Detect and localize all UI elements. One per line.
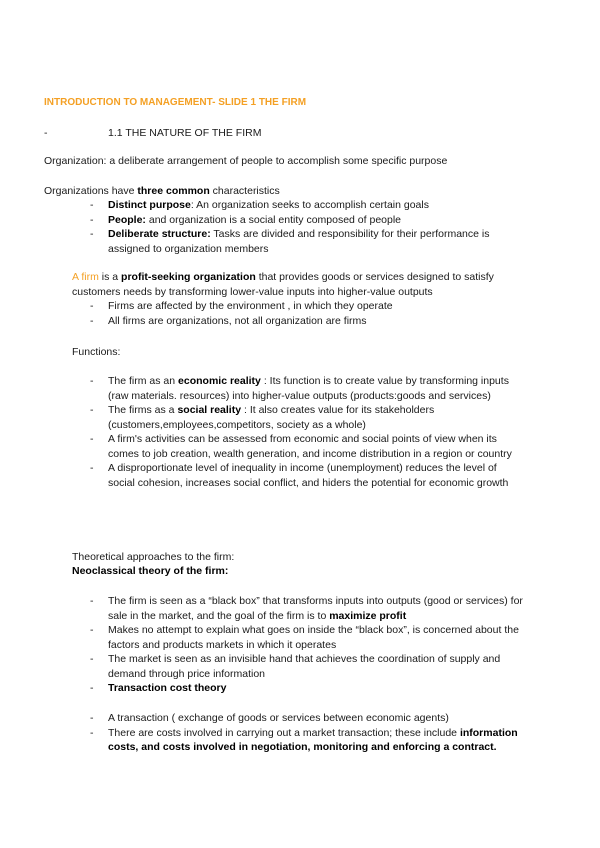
item-text: A firm's activities can be assessed from economic and social points of view when its comes to job creation, wealth generation, and income distribution in a region or country — [108, 433, 512, 460]
list-dash: - — [90, 375, 94, 387]
list-item — [90, 299, 526, 314]
item-text: The firm as an — [108, 375, 179, 387]
list-item — [90, 461, 526, 490]
list-item — [90, 711, 526, 726]
item-bold: Transaction cost theory — [108, 682, 227, 694]
list-dash: - — [90, 433, 94, 445]
transaction-list — [90, 711, 526, 755]
characteristics-list — [90, 198, 526, 256]
firm-text: is a — [98, 271, 122, 283]
document-title: INTRODUCTION TO MANAGEMENT- SLIDE 1 THE FIRM — [44, 97, 307, 108]
firm-bold: profit-seeking organization — [121, 271, 256, 283]
list-dash: - — [90, 213, 94, 226]
list-dash: - — [90, 199, 94, 211]
item-bold: economic reality — [178, 375, 261, 387]
item-text: Firms are affected by the environment , in which they operate — [108, 300, 393, 312]
list-item — [90, 432, 526, 461]
list-item — [90, 652, 526, 681]
item-text: The market is seen as an invisible hand that achieves the coordination of supply and demand through price information — [108, 653, 501, 680]
list-item — [90, 623, 526, 652]
item-bold: social reality — [177, 404, 242, 416]
characteristics-intro-text: Organizations have — [44, 185, 138, 197]
list-dash: - — [90, 228, 94, 240]
firm-definition — [72, 270, 532, 299]
item-text-end: : It also creates value for its stakeholders (customers,employees,competitors, society as a whole) — [108, 404, 435, 431]
item-text: There are costs involved in carrying out a market transaction; these include — [108, 726, 460, 739]
list-dash: - — [90, 712, 94, 724]
item-text: A disproportionate level of inequality in income (unemployment) reduces the level of social cohesion, increases social conflict, and hiders the potential for economic growth — [108, 462, 509, 489]
theory-list — [90, 594, 526, 696]
firm-list — [90, 299, 526, 328]
theory-heading: Theoretical approaches to the firm: — [72, 551, 235, 563]
organization-definition: Organization: a deliberate arrangement of people to accomplish some specific purpose — [44, 155, 448, 167]
functions-list — [90, 374, 526, 490]
characteristics-intro — [44, 184, 564, 199]
section-heading: 1.1 THE NATURE OF THE FIRM — [108, 127, 262, 139]
list-dash: - — [90, 624, 94, 636]
list-item — [90, 594, 526, 623]
section-dash: - — [44, 127, 48, 139]
item-text: Tasks are divided and responsibility for their performance is assigned to organization members — [108, 228, 490, 255]
item-text: : An organization seeks to accomplish certain goals — [190, 199, 429, 211]
list-dash: - — [90, 595, 94, 607]
list-dash: - — [90, 726, 94, 739]
item-bold: Deliberate structure: — [108, 228, 211, 240]
item-text-end: : Its function is to create value by transforming inputs (raw materials. resources) into higher-value outputs (products:goods and services) — [108, 375, 509, 402]
list-dash: - — [90, 300, 94, 312]
list-item — [90, 314, 526, 329]
list-item — [90, 198, 526, 213]
functions-heading: Functions: — [72, 346, 121, 358]
item-bold: People: — [108, 213, 146, 226]
list-dash: - — [90, 653, 94, 665]
list-dash: - — [90, 462, 94, 474]
firm-text-rest: that provides goods or services designed to satisfy customers needs by transforming lower-value inputs into higher-value outputs — [72, 271, 494, 298]
item-text: The firm is seen as a “black box” that transforms inputs into outputs (good or services) for sale in the market, and the goal of the firm is to — [108, 595, 523, 622]
firm-highlight: A firm — [72, 271, 99, 283]
list-dash: - — [90, 404, 94, 416]
item-text: and organization is a social entity composed of people — [145, 213, 402, 226]
item-bold: Distinct purpose — [108, 199, 191, 211]
list-dash: - — [90, 682, 94, 694]
item-text: The firms as a — [108, 404, 178, 416]
item-bold: maximize profit — [329, 609, 407, 622]
list-item — [90, 213, 526, 228]
theory-subheading-text: Neoclassical theory of the firm: — [72, 565, 229, 577]
characteristics-intro-end: characteristics — [209, 185, 280, 197]
list-dash: - — [90, 314, 94, 327]
theory-subheading — [72, 564, 228, 579]
list-item — [90, 681, 526, 696]
list-item — [90, 403, 526, 432]
list-item — [90, 374, 526, 403]
item-bold: information costs, and costs involved in negotiation, monitoring and enforcing a contract. — [108, 726, 518, 753]
list-item — [90, 726, 526, 755]
item-text: A transaction ( exchange of goods or services between economic agents) — [108, 712, 449, 724]
item-text: Makes no attempt to explain what goes on inside the “black box”, is concerned about the factors and products markets in which it operates — [108, 624, 519, 651]
item-text: All firms are organizations, not all organization are firms — [108, 314, 367, 327]
characteristics-intro-bold: three common — [137, 185, 210, 197]
list-item — [90, 227, 526, 256]
